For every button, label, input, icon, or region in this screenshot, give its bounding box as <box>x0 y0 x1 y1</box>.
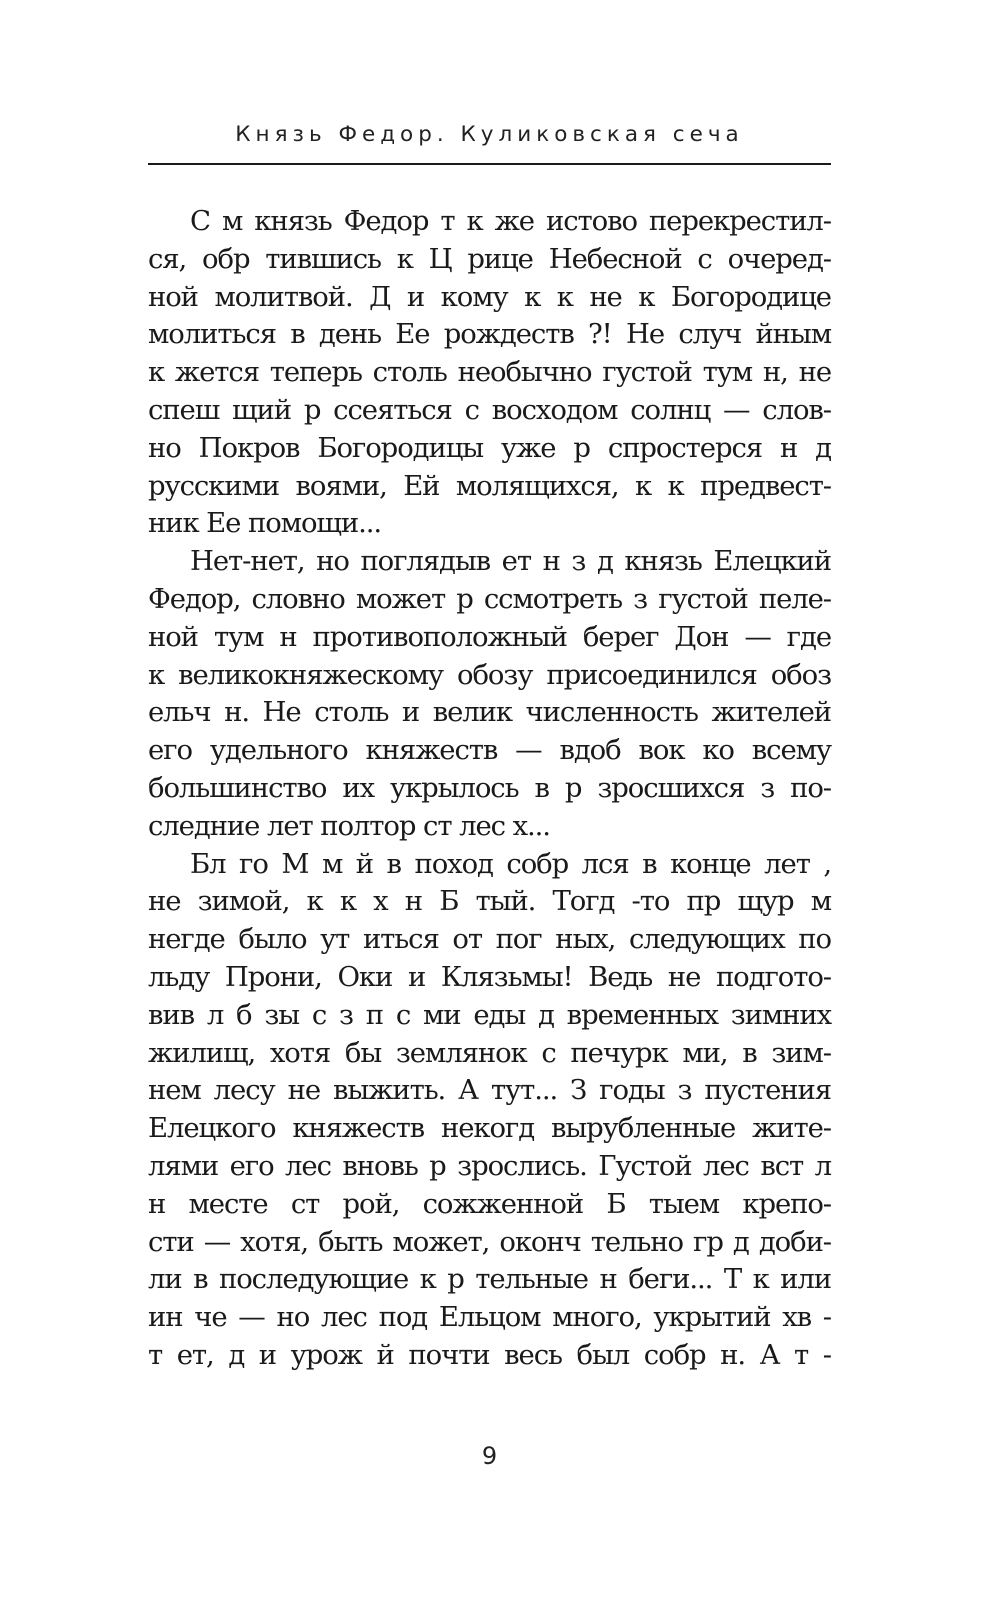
text-line: ной молитвой. Д и кому к к не к Богородице <box>148 280 831 313</box>
text-line: ник Ее помощи... <box>148 507 382 540</box>
text-line: Нет-нет, но поглядыв ет н з д князь Елецкий <box>190 545 831 578</box>
text-line: ин че — но лес под Ельцом много, укрытий хв - <box>148 1301 831 1334</box>
text-line: к великокняжескому обозу присоединился обоз <box>148 658 831 691</box>
text-line: ельч н. Не столь и велик численность жителей <box>148 696 831 729</box>
text-line: его удельного княжеств — вдоб вок ко всему <box>148 734 831 767</box>
header-rule <box>148 163 831 165</box>
text-line: жилищ, хотя бы землянок с печурк ми, в зим- <box>148 1036 831 1069</box>
text-line: но Покров Богородицы уже р спростерся н д <box>148 431 831 464</box>
text-line: не зимой, к к х н Б тый. Тогд -то пр щур м <box>148 885 831 918</box>
text-body <box>148 203 831 1375</box>
text-line: к жется теперь столь необычно густой тум н, не <box>148 356 831 389</box>
running-head: Князь Федор. Куликовская сеча <box>235 122 744 147</box>
page-number: 9 <box>481 1442 498 1470</box>
text-line: Федор, словно может р ссмотреть з густой пеле- <box>148 582 831 615</box>
text-line: ной тум н противоположный берег Дон — где <box>148 620 831 653</box>
text-line: Бл го М м й в поход собр лся в конце лет , <box>190 847 831 880</box>
text-line: следние лет полтор ст лес х... <box>148 809 550 842</box>
text-line: льду Прони, Оки и Клязьмы! Ведь не подгото- <box>148 960 831 993</box>
text-line: нем лесу не выжить. А тут... З годы з пустения <box>148 1074 831 1107</box>
text-line: т ет, д и урож й почти весь был собр н. А т - <box>148 1338 831 1371</box>
text-line: спеш щий р ссеяться с восходом солнц — слов- <box>148 393 831 426</box>
text-line: С м князь Федор т к же истово перекрестил- <box>190 205 831 237</box>
text-line: большинство их укрылось в р зросшихся з по- <box>148 771 831 804</box>
text-line: Елецкого княжеств некогд вырубленные жите- <box>148 1112 831 1145</box>
text-line: ся, обр тившись к Ц рице Небесной с очеред- <box>148 242 831 275</box>
text-line: вив л б зы с з п с ми еды д временных зимних <box>148 998 831 1031</box>
text-line: лями его лес вновь р зрослись. Густой лес вст л <box>148 1149 831 1182</box>
text-line: молиться в день Ее рождеств ?! Не случ йным <box>148 318 831 351</box>
text-line: н месте ст рой, сожженной Б тыем крепо- <box>148 1187 831 1220</box>
text-line: русскими воями, Ей молящихся, к к предвест- <box>148 469 831 502</box>
text-line: ли в последующие к р тельные н беги... Т к или <box>148 1263 831 1296</box>
text-line: негде было ут иться от пог ных, следующих по <box>148 923 831 956</box>
text-line: сти — хотя, быть может, оконч тельно гр д доби- <box>148 1225 831 1258</box>
